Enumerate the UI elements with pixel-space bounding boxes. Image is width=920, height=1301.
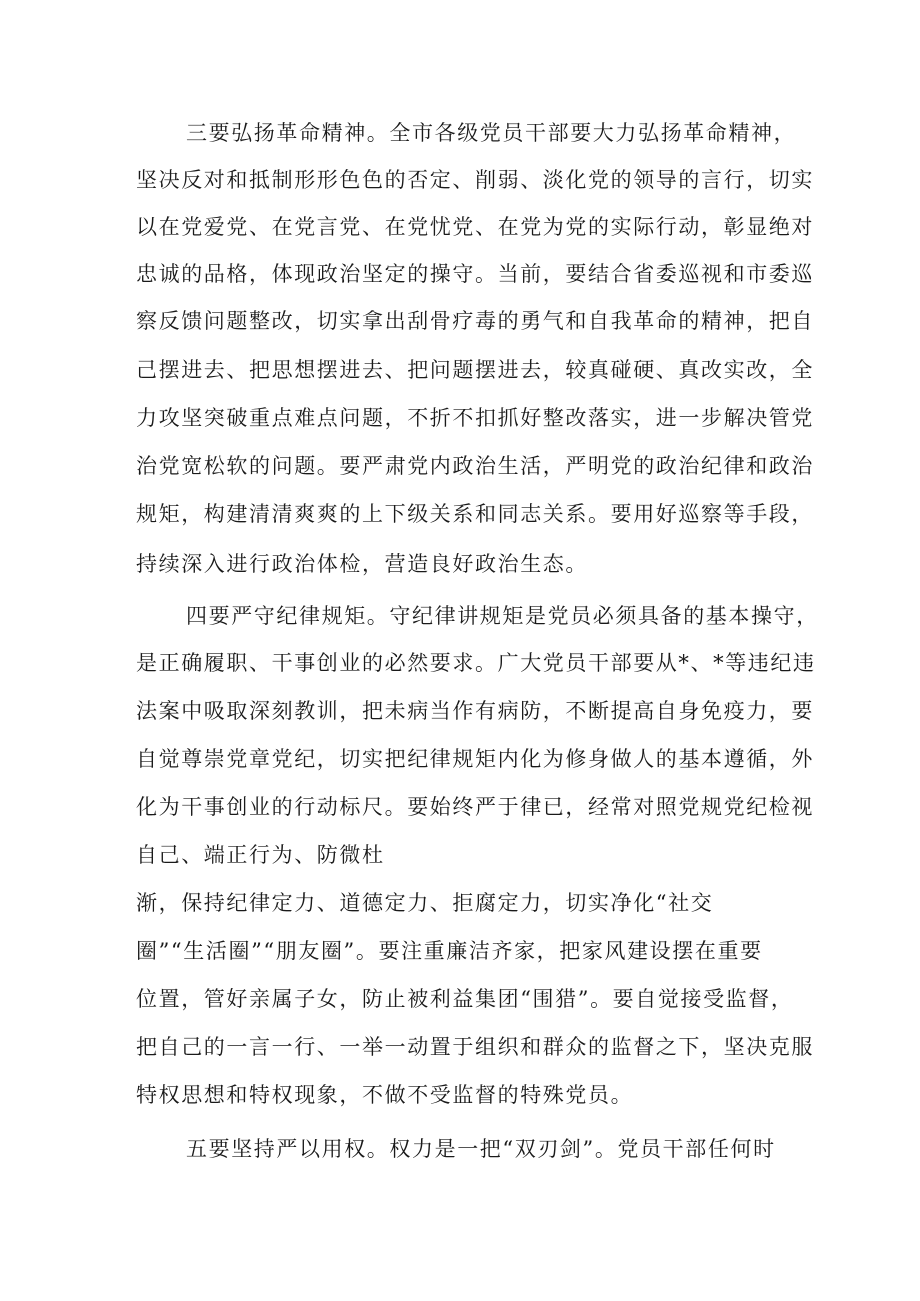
text-line: 法案中吸取深刻教训，把未病当作有病防，不断提高自身免疫力，要 [136,699,814,723]
text-line: 规矩，构建清清爽爽的上下级关系和同志关系。要用好巡察等手段， [136,502,814,526]
text-line: 四要严守纪律规矩。守纪律讲规矩是党员必须具备的基本操守， [186,604,819,628]
text-line: 渐，保持纪律定力、道德定力、拒腐定力，切实净化“社交 [136,891,714,915]
text-line: 是正确履职、干事创业的必然要求。广大党员干部要从*、*等违纪违 [136,651,816,675]
text-line: 圈”“生活圈”“朋友圈”。要注重廉洁齐家，把家风建设摆在重要 [136,939,763,963]
text-line: 持续深入进行政治体检，营造良好政治生态。 [136,552,588,576]
text-line: 把自己的一言一行、一举一动置于组织和群众的监督之下，坚决克服 [136,1035,814,1059]
text-line: 以在党爱党、在党言党、在党忧党、在党为党的实际行动，彰显绝对 [136,215,814,239]
text-line: 坚决反对和抵制形形色色的否定、削弱、淡化党的领导的言行，切实 [136,168,814,192]
text-line: 位置，管好亲属子女，防止被利益集团“围猎”。要自觉接受监督， [136,987,794,1011]
text-line: 察反馈问题整改，切实拿出刮骨疗毒的勇气和自我革命的精神，把自 [136,309,814,333]
text-line: 三要弘扬革命精神。全市各级党员干部要大力弘扬革命精神， [186,121,797,145]
text-line: 特权思想和特权现象，不做不受监督的特殊党员。 [136,1083,634,1107]
text-line: 己摆进去、把思想摆进去、把问题摆进去，较真碰硬、真改实改，全 [136,358,814,382]
text-line: 自己、端正行为、防微杜 [136,843,385,867]
text-line: 力攻坚突破重点难点问题，不折不扣抓好整改落实，进一步解决管党 [136,406,814,430]
text-line: 化为干事创业的行动标尺。要始终严于律已，经常对照党规党纪检视 [136,795,814,819]
text-line: 五要坚持严以用权。权力是一把“双刃剑”。党员干部任何时 [186,1137,776,1161]
text-line: 自觉尊崇党章党纪，切实把纪律规矩内化为修身做人的基本遵循，外 [136,747,814,771]
text-line: 忠诚的品格，体现政治坚定的操守。当前，要结合省委巡视和市委巡 [136,262,814,286]
text-line: 治党宽松软的问题。要严肃党内政治生活，严明党的政治纪律和政治 [136,454,814,478]
